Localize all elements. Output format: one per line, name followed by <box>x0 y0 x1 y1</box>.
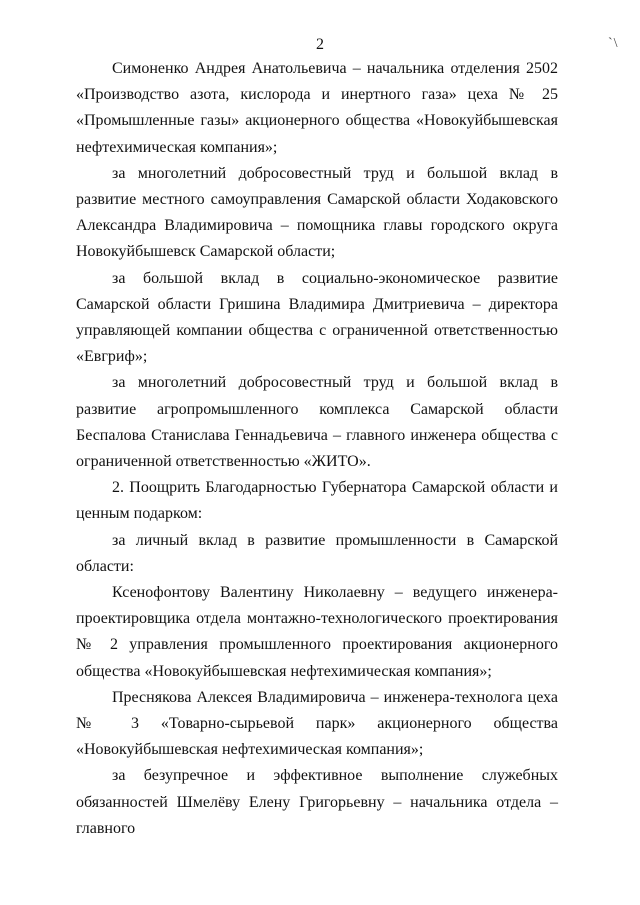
paragraph-item-2: 2. Поощрить Благодарностью Губернатора Самарской области и ценным подарком: <box>76 479 558 523</box>
paragraph-grishin: за большой вклад в социально-экономическое развитие Самарской области Гришина Владимира Дмитриевича – директора управляющей компании общества с ограниченной ответственностью «Евгриф»; <box>76 269 558 366</box>
paragraph-industry-contribution: за личный вклад в развитие промышленности в Самарской области: <box>76 531 558 575</box>
paragraph-ksenofontova: Ксенофонтову Валентину Николаевну – ведущего инженера-проектировщика отдела монтажно-технологического проектирования № 2 управления промышленного проектирования акционерного общества «Новокуйбышевская нефтехимическая компания»; <box>76 584 558 680</box>
page-number: 2 <box>316 36 324 53</box>
paragraph-khodakovsky: за многолетний добросовестный труд и большой вклад в развитие местного самоуправления Самарской области Ходаковского Александра Владимировича – помощника главы городского округа Новокуйбышевск Самарской области; <box>76 164 558 261</box>
corner-mark: `\ <box>608 36 619 51</box>
paragraph-presnyakov: Преснякова Алексея Владимировича – инженера-технолога цеха № 3 «Товарно-сырьевой парк» акционерного общества «Новокуйбышевская нефтехимическая компания»; <box>76 688 558 759</box>
paragraph-bespalov: за многолетний добросовестный труд и большой вклад в развитие агропромышленного комплекса Самарской области Беспалова Станислава Геннадьевича – главного инженера общества с ограниченной ответственностью «ЖИТО». <box>76 374 558 471</box>
document-body <box>76 56 558 842</box>
paragraph-shmeleva: за безупречное и эффективное выполнение служебных обязанностей Шмелёву Елену Григорьевну – начальника отдела – главного <box>76 767 558 837</box>
paragraph-simonenko: Симоненко Андрея Анатольевича – начальника отделения 2502 «Производство азота, кислорода и инертного газа» цеха № 25 «Промышленные газы» акционерного общества «Новокуйбышевская нефтехимическая компания»; <box>76 60 558 156</box>
